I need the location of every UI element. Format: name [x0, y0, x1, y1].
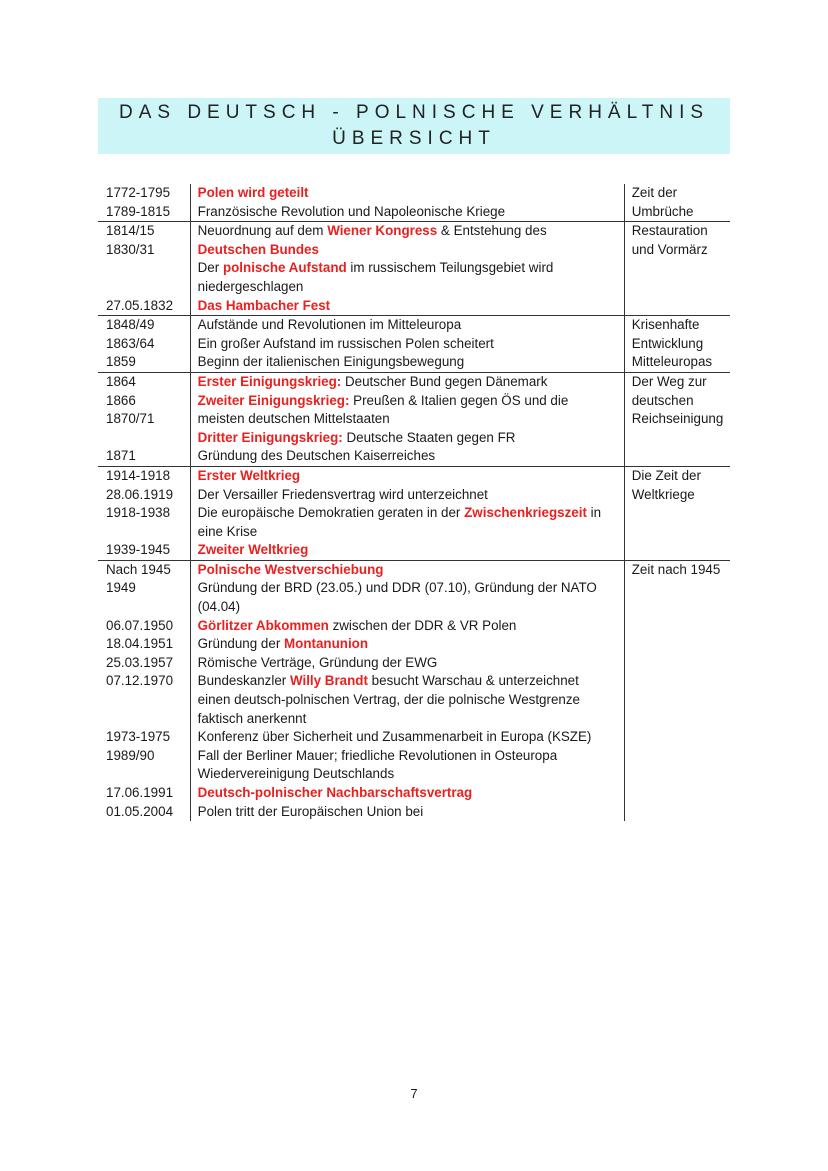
highlighted-term: polnische Aufstand: [222, 260, 347, 276]
date-cell: 1914-1918: [106, 467, 171, 483]
event-line: [198, 410, 620, 429]
event-line: [198, 353, 620, 372]
date-cell: 18.04.1951: [106, 636, 174, 652]
epoch-label: Die Zeit der: [631, 467, 701, 483]
event-line: [198, 617, 620, 636]
date-cell: 1918-1938: [106, 505, 171, 521]
date-cell: 1863/64: [106, 335, 155, 351]
epoch-column: [624, 316, 730, 373]
event-text: Französische Revolution und Napoleonische Kriege: [197, 203, 506, 219]
epoch-label: und Vormärz: [631, 241, 708, 257]
date-cell: 1864: [106, 373, 136, 389]
event-line: [198, 523, 620, 542]
document-title-banner: [98, 98, 730, 154]
event-text: & Entstehung des: [437, 223, 547, 239]
event-text: Gründung des Deutschen Kaiserreiches: [197, 448, 436, 464]
event-text: faktisch anerkennt: [197, 710, 307, 726]
date-cell: [106, 278, 190, 297]
date-cell: 17.06.1991: [106, 785, 174, 800]
epoch-label: deutschen: [631, 392, 694, 408]
date-column: [98, 372, 190, 466]
event-text: Die europäische Demokratien geraten in der: [197, 505, 465, 521]
date-cell: [106, 523, 190, 542]
date-cell: 1814/15: [106, 223, 155, 239]
epoch-label: Umbrüche: [631, 203, 694, 219]
date-cell: 01.05.2004: [106, 803, 174, 819]
highlighted-term: Zweiter Einigungskrieg:: [197, 392, 350, 408]
event-line: [198, 203, 620, 222]
event-text: Deutscher Bund gegen Dänemark: [341, 373, 548, 389]
event-line: [198, 316, 620, 335]
epoch-column: [624, 560, 730, 821]
event-line: [198, 765, 620, 784]
epoch-label: Reichseinigung: [631, 411, 724, 427]
event-column: [190, 222, 624, 316]
event-line: [198, 598, 620, 617]
event-line: [198, 373, 620, 392]
date-cell: 25.03.1957: [106, 654, 174, 670]
date-cell: 1848/49: [106, 317, 155, 333]
timeline-group: [98, 372, 730, 466]
date-cell: 28.06.1919: [106, 486, 174, 502]
epoch-label: Zeit nach 1945: [631, 561, 721, 577]
document-subtitle: ÜBERSICHT: [332, 128, 496, 149]
date-cell: 1870/71: [106, 411, 155, 427]
event-text: meisten deutschen Mittelstaaten: [197, 411, 390, 427]
highlighted-term: Zwischenkriegszeit: [464, 505, 587, 521]
epoch-column: [624, 222, 730, 316]
event-line: [198, 335, 620, 354]
event-line: [198, 486, 620, 505]
date-column: [98, 466, 190, 560]
timeline-group: [98, 316, 730, 373]
epoch-label: Der Weg zur: [631, 373, 707, 389]
event-text: Beginn der italienischen Einigungsbewegung: [197, 354, 465, 370]
event-text: Wiedervereinigung Deutschlands: [197, 766, 395, 782]
highlighted-term: Deutsch-polnischer Nachbarschaftsvertrag: [197, 785, 473, 800]
highlighted-term: Das Hambacher Fest: [197, 297, 331, 313]
event-text: Römische Verträge, Gründung der EWG: [197, 654, 438, 670]
event-text: niedergeschlagen: [197, 278, 304, 294]
event-text: Deutsche Staaten gegen FR: [342, 429, 516, 445]
event-text: Bundeskanzler: [197, 673, 290, 689]
event-line: [198, 672, 620, 691]
event-line: [198, 691, 620, 710]
date-cell: 1949: [106, 580, 136, 596]
date-cell: [106, 259, 190, 278]
event-column: [190, 466, 624, 560]
timeline-group: [98, 560, 730, 821]
date-cell: 1772-1795: [106, 185, 171, 200]
date-cell: [106, 691, 190, 710]
date-column: [98, 222, 190, 316]
event-text: eine Krise: [197, 523, 258, 539]
highlighted-term: Zweiter Weltkrieg: [197, 542, 309, 558]
event-text: Gründung der BRD (23.05.) und DDR (07.10), Gründung der NATO: [197, 580, 597, 596]
event-line: [198, 541, 620, 560]
event-line: [198, 429, 620, 448]
event-line: [198, 728, 620, 747]
event-line: [198, 278, 620, 297]
date-cell: 06.07.1950: [106, 617, 174, 633]
event-column: [190, 316, 624, 373]
date-cell: 1989/90: [106, 747, 155, 763]
epoch-label: Entwicklung: [631, 335, 704, 351]
event-line: [198, 392, 620, 411]
event-text: zwischen der DDR & VR Polen: [328, 617, 517, 633]
page-number: 7: [410, 1086, 418, 1101]
document-title: DAS DEUTSCH - POLNISCHE VERHÄLTNIS: [118, 102, 710, 123]
highlighted-term: Wiener Kongress: [327, 223, 438, 239]
date-cell: 1789-1815: [106, 203, 171, 219]
epoch-column: [624, 184, 730, 222]
epoch-label: Weltkriege: [631, 486, 695, 502]
date-column: [98, 560, 190, 821]
event-text: Aufstände und Revolutionen im Mitteleuropa: [197, 317, 462, 333]
event-line: [198, 184, 620, 203]
event-text: Konferenz über Sicherheit und Zusammenarbeit in Europa (KSZE): [197, 729, 592, 745]
event-text: Der: [197, 260, 223, 276]
event-text: in: [586, 505, 602, 521]
date-cell: 1859: [106, 354, 136, 370]
highlighted-term: Deutschen Bundes: [197, 241, 319, 257]
event-text: einen deutsch-polnischen Vertrag, der die polnische Westgrenze: [197, 692, 581, 708]
date-cell: 1973-1975: [106, 729, 171, 745]
highlighted-term: Dritter Einigungskrieg:: [197, 429, 343, 445]
event-line: [198, 259, 620, 278]
highlighted-term: Erster Weltkrieg: [197, 467, 301, 483]
event-column: [190, 184, 624, 222]
event-line: [198, 747, 620, 766]
highlighted-term: Montanunion: [284, 636, 369, 652]
date-cell: 27.05.1832: [106, 297, 174, 313]
event-line: [198, 241, 620, 260]
highlighted-term: Willy Brandt: [289, 673, 368, 689]
event-line: [198, 504, 620, 523]
event-text: Gründung der: [197, 636, 284, 652]
highlighted-term: Görlitzer Abkommen: [197, 617, 329, 633]
event-line: [198, 803, 620, 822]
highlighted-term: Polnische Westverschiebung: [197, 561, 384, 577]
date-cell: 1866: [106, 392, 136, 408]
event-text: besucht Warschau & unterzeichnet: [367, 673, 579, 689]
event-text: Neuordnung auf dem: [197, 223, 328, 239]
event-column: [190, 560, 624, 821]
highlighted-term: Polen wird geteilt: [197, 185, 309, 200]
event-text: Ein großer Aufstand im russischen Polen scheitert: [197, 335, 494, 351]
event-text: Der Versailler Friedensvertrag wird unterzeichnet: [197, 486, 488, 502]
date-cell: Nach 1945: [106, 561, 171, 577]
epoch-label: Krisenhafte: [631, 317, 700, 333]
event-text: (04.04): [197, 599, 241, 615]
date-cell: 07.12.1970: [106, 673, 174, 689]
epoch-column: [624, 466, 730, 560]
timeline-table: [98, 184, 730, 821]
event-line: [198, 654, 620, 673]
date-column: [98, 316, 190, 373]
event-line: [198, 447, 620, 466]
date-cell: [106, 765, 190, 784]
date-cell: [106, 598, 190, 617]
date-cell: 1939-1945: [106, 542, 171, 558]
event-line: [198, 561, 620, 580]
epoch-label: Mitteleuropas: [631, 354, 713, 370]
epoch-label: Zeit der: [631, 185, 678, 200]
date-cell: [106, 710, 190, 729]
event-text: Preußen & Italien gegen ÖS und die: [349, 392, 569, 408]
highlighted-term: Erster Einigungskrieg:: [197, 373, 342, 389]
event-line: [198, 297, 620, 316]
timeline-group: [98, 184, 730, 222]
event-text: im russischem Teilungsgebiet wird: [346, 260, 554, 276]
event-text: Fall der Berliner Mauer; friedliche Revolutionen in Osteuropa: [197, 747, 558, 763]
date-cell: 1871: [106, 448, 136, 464]
event-line: [198, 222, 620, 241]
event-text: Polen tritt der Europäischen Union bei: [197, 803, 424, 819]
timeline-group: [98, 222, 730, 316]
epoch-column: [624, 372, 730, 466]
epoch-label: Restauration: [631, 223, 708, 239]
date-cell: 1830/31: [106, 241, 155, 257]
timeline-group: [98, 466, 730, 560]
event-line: [198, 710, 620, 729]
event-line: [198, 635, 620, 654]
event-line: [198, 784, 620, 803]
event-line: [198, 467, 620, 486]
date-column: [98, 184, 190, 222]
event-line: [198, 579, 620, 598]
date-cell: [106, 429, 190, 448]
event-column: [190, 372, 624, 466]
